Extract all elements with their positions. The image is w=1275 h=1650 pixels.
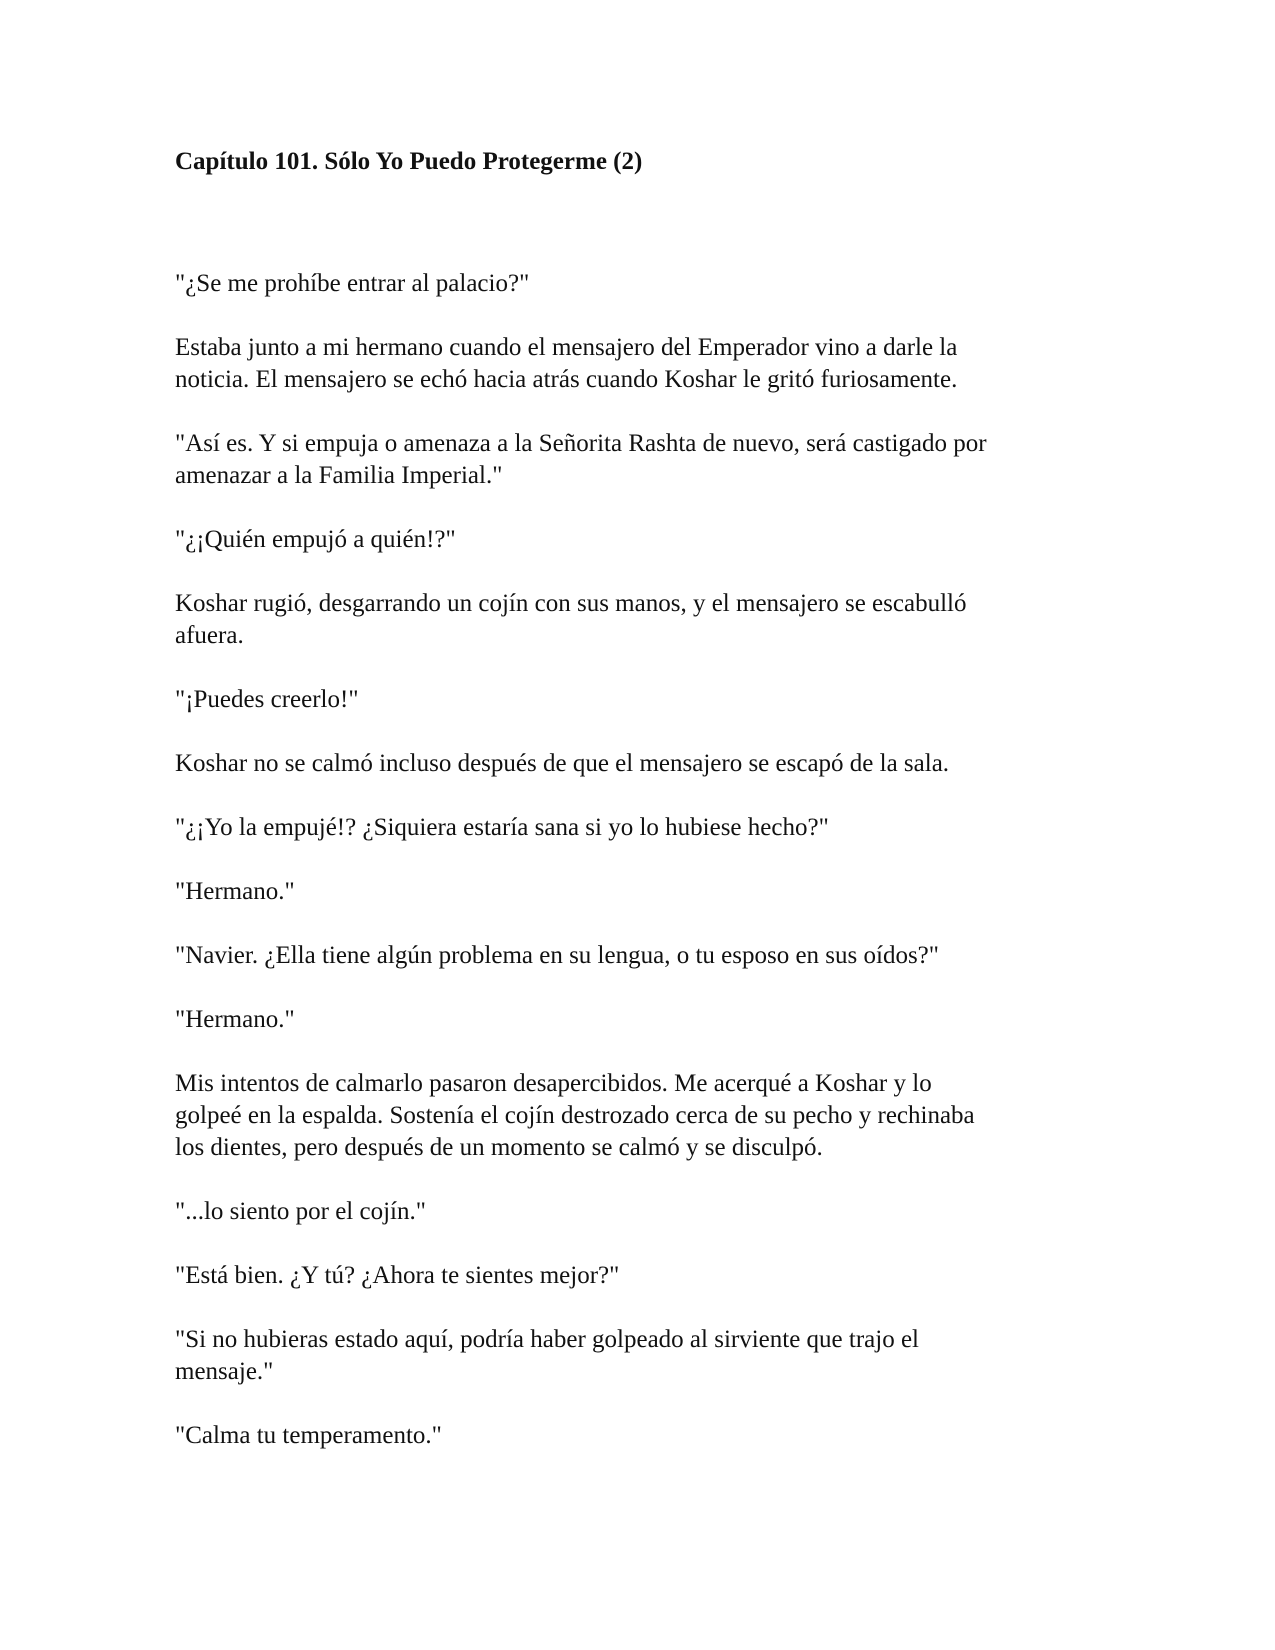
paragraph: "Así es. Y si empuja o amenaza a la Señorita Rashta de nuevo, será castigado por amenazar a la Familia Imperial." (175, 430, 987, 489)
paragraph: "¿¡Quién empujó a quién!?" (175, 526, 456, 553)
paragraph: Koshar rugió, desgarrando un cojín con sus manos, y el mensajero se escabulló afuera. (175, 590, 967, 649)
paragraph: "¿Se me prohíbe entrar al palacio?" (175, 270, 530, 297)
paragraph: "Hermano." (175, 1006, 295, 1033)
paragraph: "¡Puedes creerlo!" (175, 686, 359, 713)
paragraph: "¿¡Yo la empujé!? ¿Siquiera estaría sana si yo lo hubiese hecho?" (175, 814, 829, 841)
paragraph: "Navier. ¿Ella tiene algún problema en su lengua, o tu esposo en sus oídos?" (175, 942, 939, 969)
paragraph: Estaba junto a mi hermano cuando el mensajero del Emperador vino a darle la noticia. El mensajero se echó hacia atrás cuando Koshar le gritó furiosamente. (175, 334, 958, 393)
paragraph: "Está bien. ¿Y tú? ¿Ahora te sientes mejor?" (175, 1262, 620, 1289)
chapter-title: Capítulo 101. Sólo Yo Puedo Protegerme (2) (175, 148, 643, 175)
paragraph: "Si no hubieras estado aquí, podría haber golpeado al sirviente que trajo el mensaje." (175, 1326, 920, 1385)
paragraph: Koshar no se calmó incluso después de que el mensajero se escapó de la sala. (175, 750, 950, 777)
body-text (175, 268, 1105, 1484)
paragraph: "Calma tu temperamento." (175, 1422, 442, 1449)
paragraph: "Hermano." (175, 878, 295, 905)
paragraph: "...lo siento por el cojín." (175, 1198, 426, 1225)
paragraph: Mis intentos de calmarlo pasaron desapercibidos. Me acerqué a Koshar y lo golpeé en la espalda. Sostenía el cojín destrozado cerca de su pecho y rechinaba los dientes, pero después de un momento se calmó y se disculpó. (175, 1070, 975, 1161)
